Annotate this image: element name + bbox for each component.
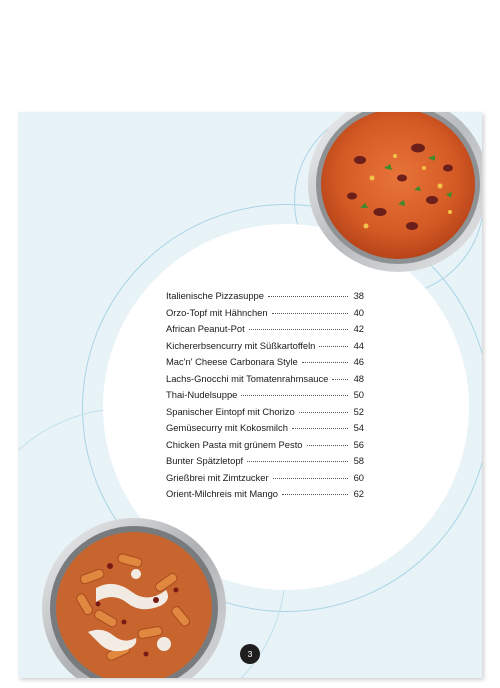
toc-entry[interactable]: [166, 389, 364, 406]
toc-leader: [282, 494, 348, 495]
toc-title: Orient-Milchreis mit Mango: [166, 488, 279, 499]
toc-page: 52: [353, 405, 364, 417]
toc-page: 48: [353, 372, 364, 384]
toc-entry[interactable]: [166, 307, 364, 324]
toc-title: Orzo-Topf mit Hähnchen: [166, 306, 268, 318]
toc-leader: [292, 428, 348, 429]
toc-page: 40: [353, 306, 364, 318]
toc-leader: [319, 346, 348, 347]
toc-entry[interactable]: [166, 455, 364, 472]
toc-leader: [299, 412, 348, 413]
toc-entry[interactable]: [166, 439, 364, 456]
toc-page: 56: [353, 438, 364, 450]
pasta-photo: [36, 504, 226, 678]
toc-page: 62: [353, 488, 364, 499]
toc-entry[interactable]: [166, 356, 364, 373]
toc-entry[interactable]: [166, 290, 364, 307]
toc-page: 54: [353, 422, 364, 433]
toc-page: 46: [353, 356, 364, 367]
toc-leader: [247, 461, 348, 462]
toc-title: Kichererbsencurry mit Süßkartoffeln: [166, 339, 316, 351]
page-number: 3: [240, 644, 260, 664]
toc-entry[interactable]: [166, 340, 364, 357]
toc-leader: [268, 296, 348, 297]
toc-title: Bunter Spätzletopf: [166, 455, 244, 466]
toc-title: Thai-Nudelsuppe: [166, 389, 238, 400]
toc-leader: [241, 395, 348, 396]
toc-entry[interactable]: [166, 488, 364, 505]
toc-page: 44: [353, 339, 364, 351]
toc-title: Chicken Pasta mit grünem Pesto: [166, 438, 303, 450]
toc-title: African Peanut-Pot: [166, 323, 245, 334]
toc-page: 50: [353, 389, 364, 400]
toc-title: Spanischer Eintopf mit Chorizo: [166, 405, 295, 417]
toc-leader: [273, 478, 348, 479]
toc-leader: [332, 379, 348, 380]
toc-leader: [302, 362, 348, 363]
toc-page: 58: [353, 455, 364, 466]
toc-title: Gemüsecurry mit Kokosmilch: [166, 422, 288, 433]
curry-stew-photo: [300, 112, 482, 288]
table-of-contents: [166, 290, 364, 505]
toc-page: 60: [353, 471, 364, 483]
toc-entry[interactable]: [166, 323, 364, 340]
toc-leader: [307, 445, 348, 446]
toc-title: Grießbrei mit Zimtzucker: [166, 471, 269, 483]
toc-page: 38: [353, 290, 364, 301]
toc-leader: [249, 329, 348, 330]
toc-entry[interactable]: [166, 406, 364, 423]
book-page: [18, 112, 482, 678]
toc-page: 42: [353, 323, 364, 334]
toc-entry[interactable]: [166, 472, 364, 489]
toc-title: Lachs-Gnocchi mit Tomatenrahmsauce: [166, 372, 329, 384]
toc-title: Mac'n' Cheese Carbonara Style: [166, 356, 298, 367]
toc-leader: [272, 313, 348, 314]
toc-entry[interactable]: [166, 373, 364, 390]
toc-entry[interactable]: [166, 422, 364, 439]
toc-title: Italienische Pizzasuppe: [166, 290, 264, 301]
